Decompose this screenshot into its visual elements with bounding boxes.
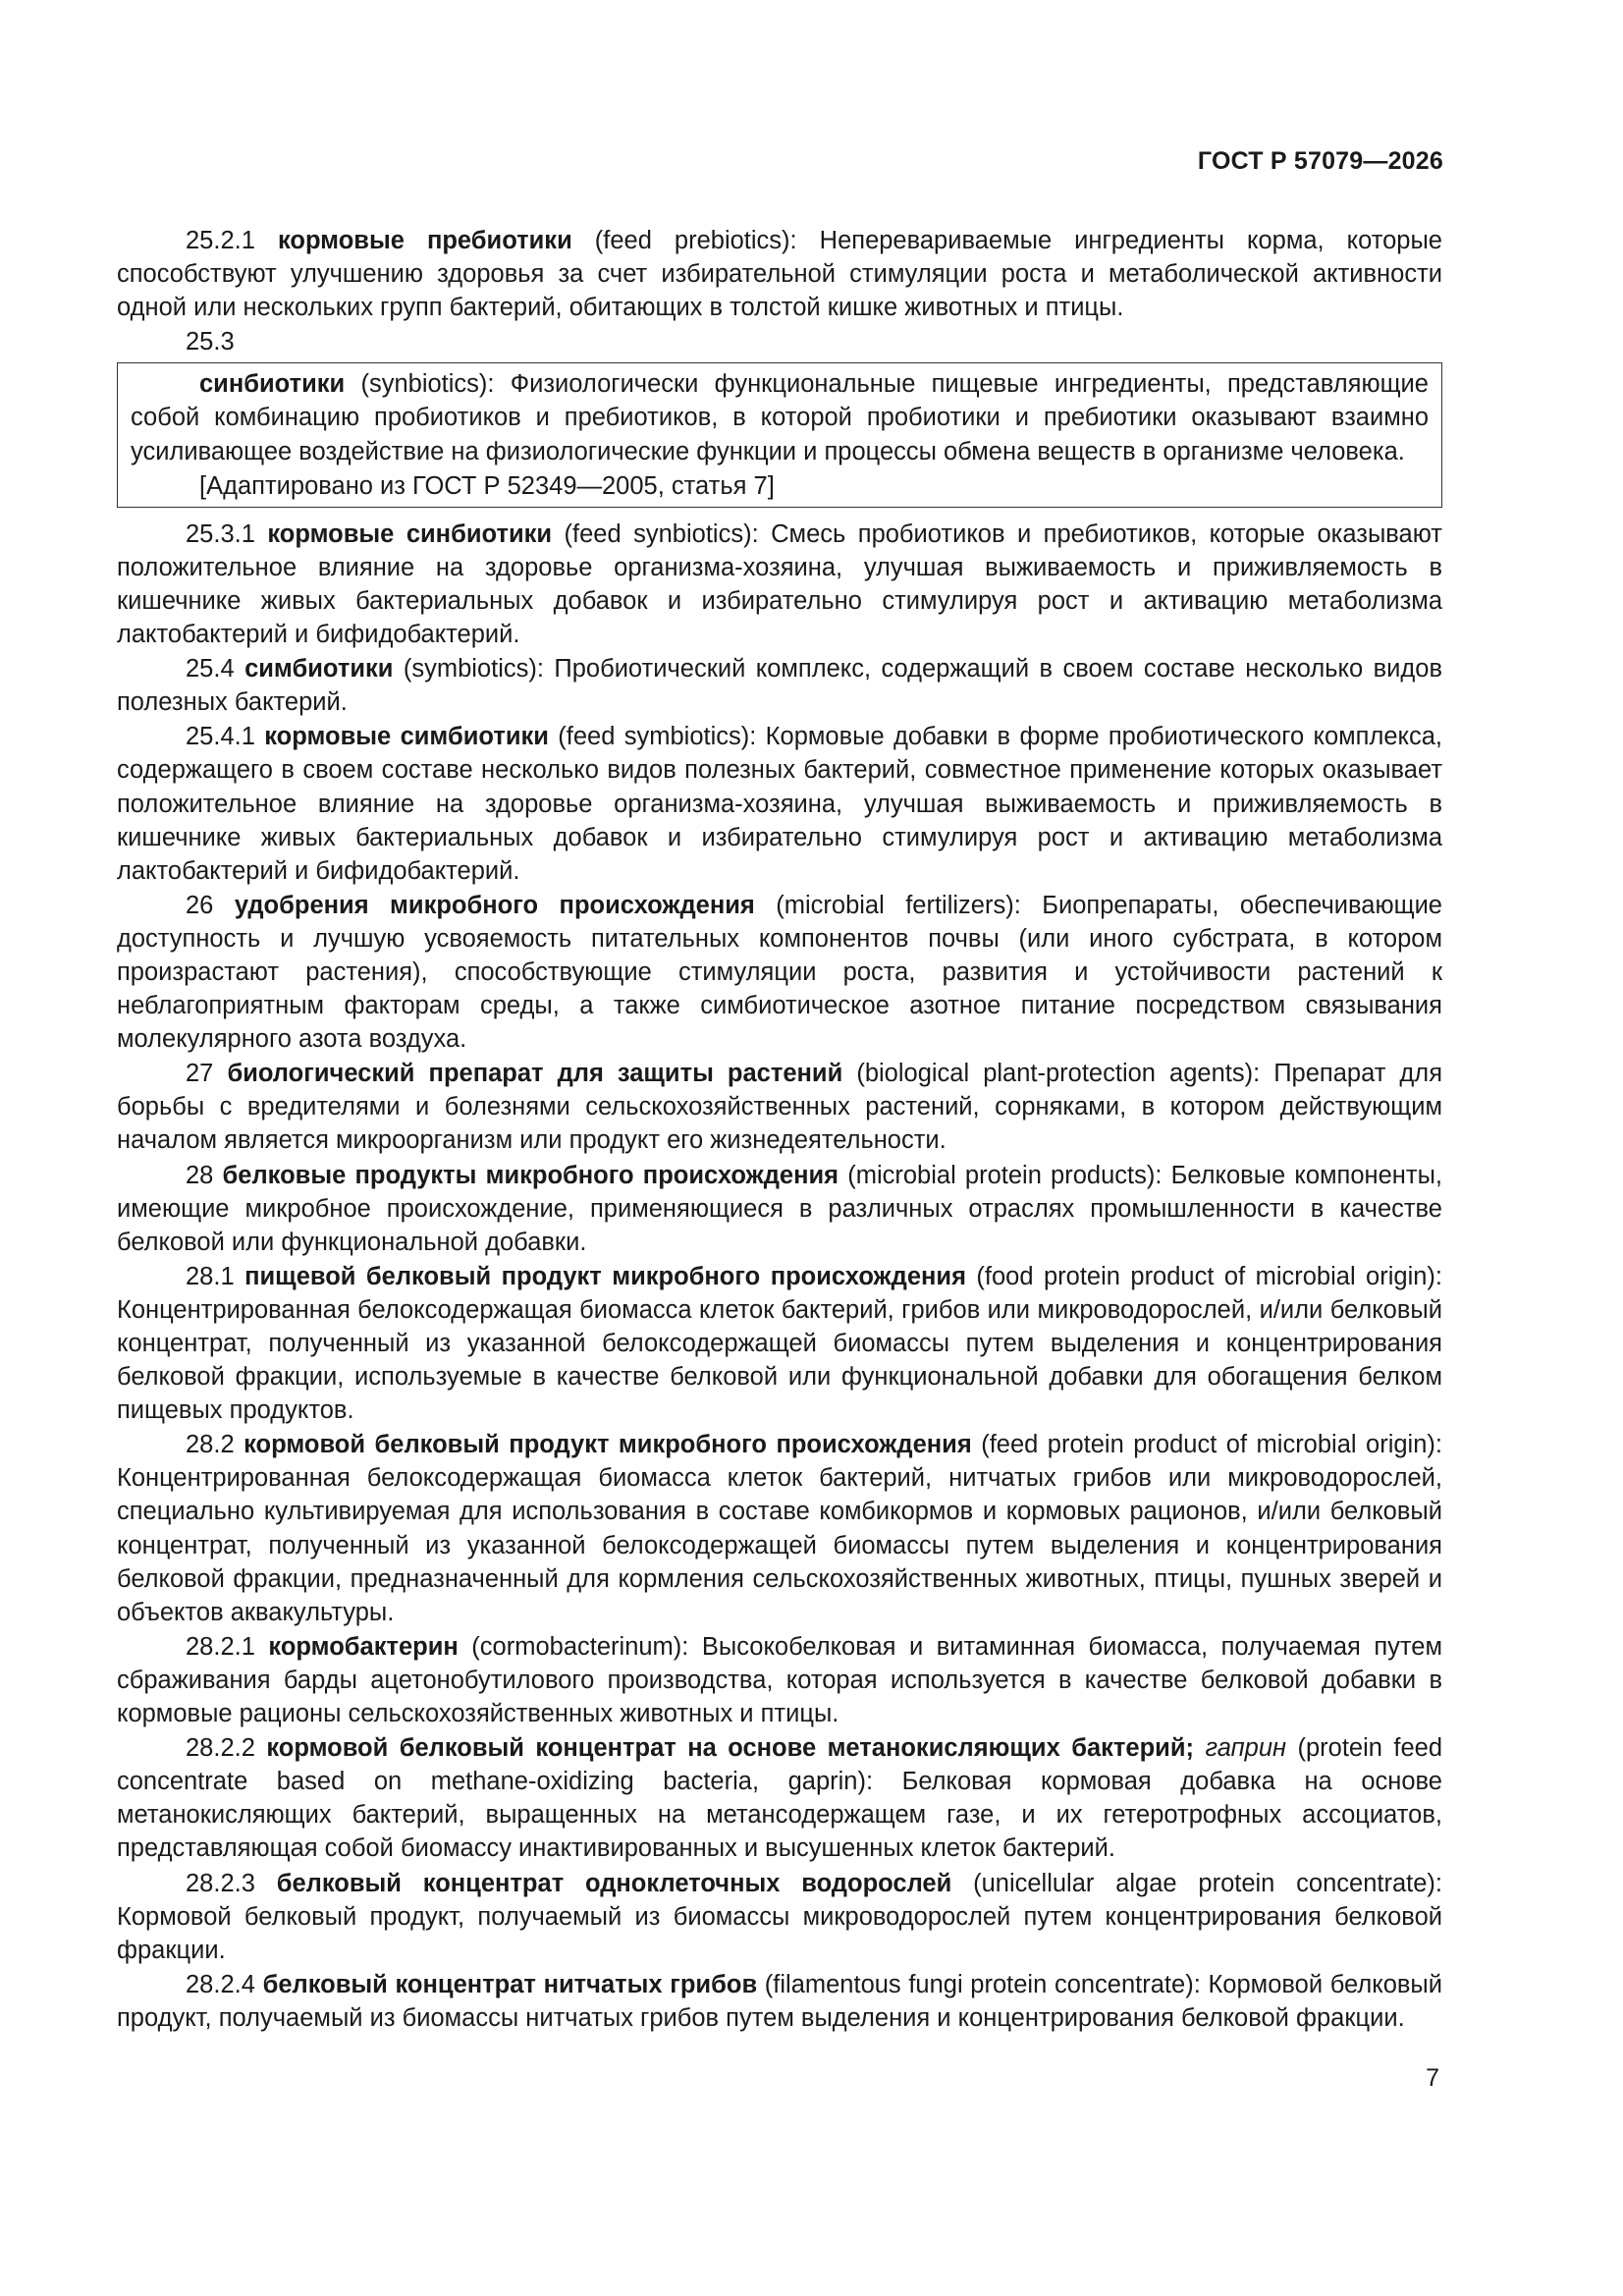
entry-definition: (feed protein product of microbial origin): Концентрированная белоксодержащая биомасса клеток бактерий, нитчатых грибов или микроводорослей, специально культивируемая для использования в составе комбикормов и кормовых рационов, и/или белковый концентрат, полученный из указанной белоксодержащей биомассы путем выделения и концентрирования белковой фракции, предназначенный для кормления сельскохозяйственных животных, птицы, пушных зверей и объектов аквакультуры. (117, 1431, 1442, 1626)
entry-number: 27 (186, 1060, 214, 1088)
term-entry (117, 1630, 1442, 1730)
entry-number: 28.1 (186, 1262, 235, 1290)
entry-term: кормовой белковый продукт микробного происхождения (243, 1431, 972, 1459)
entry-number: 25.3.1 (186, 519, 255, 548)
page-number: 7 (1426, 2064, 1439, 2092)
entry-term: белковый концентрат нитчатых грибов (262, 1970, 758, 1998)
entry-number: 26 (186, 891, 214, 919)
entry-number: 28 (186, 1161, 214, 1189)
entry-definition: (feed prebiotics): Неперевариваемые ингредиенты корма, которые способствуют улучшению здоровья за счет избирательной стимуляции роста и метаболической активности одной или нескольких групп бактерий, обитающих в толстой кишке животных и птицы. (117, 227, 1442, 322)
entry-number: 25.3 (186, 328, 235, 356)
boxed-definition (117, 362, 1442, 507)
term-entry (117, 652, 1442, 719)
term-entry (117, 518, 1442, 651)
entry-number: 28.2.4 (186, 1970, 255, 1998)
term-entry (117, 1428, 1442, 1629)
entry-term: кормовые симбиотики (264, 723, 549, 751)
term-entry (117, 1731, 1442, 1865)
entry-term: биологический препарат для защиты растений (227, 1060, 843, 1088)
entry-term: пищевой белковый продукт микробного происхождения (244, 1262, 966, 1290)
term-entry (117, 1867, 1442, 1967)
term-entry (117, 720, 1442, 887)
entry-number: 28.2.2 (186, 1734, 255, 1763)
entry-definition: (feed synbiotics): Смесь пробиотиков и пребиотиков, которые оказывают положительное влияние на здоровье организма-хозяина, улучшая выживаемость и приживляемость в кишечнике живых бактериальных добавок и избирательно стимулируя рост и активацию метаболизма лактобактерий и бифидобактерий. (117, 519, 1442, 649)
entry-definition: (synbiotics): Физиологически функциональные пищевые ингредиенты, представляющие собой комбинацию пробиотиков и пребиотиков, в которой пробиотики и пребиотики оказывают взаимно усиливающее воздействие на физиологические функции и процессы обмена веществ в организме человека. (131, 370, 1429, 465)
entry-definition: (food protein product of microbial origin): Концентрированная белоксодержащая биомасса клеток бактерий, грибов или микроводорослей, и/или белковый концентрат, полученный из указанной белоксодержащей биомассы путем выделения и концентрирования белковой фракции, используемые в качестве белковой или функциональной добавки для обогащения белком пищевых продуктов. (117, 1262, 1443, 1425)
term-entry (117, 1159, 1442, 1259)
source-reference: [Адаптировано из ГОСТ Р 52349—2005, статья 7] (199, 471, 775, 500)
entry-number: 28.2 (186, 1431, 235, 1459)
entry-term: кормовые пребиотики (277, 227, 572, 254)
term-entry (117, 1260, 1442, 1427)
entry-number: 25.4 (186, 655, 235, 683)
term-entry (117, 224, 1442, 324)
term-entry (117, 889, 1442, 1056)
entry-term: симбиотики (244, 655, 394, 683)
entry-definition: (filamentous fungi protein concentrate): Кормовой белковый продукт, получаемый из биомассы нитчатых грибов путем выделения и концентрирования белковой фракции. (117, 1970, 1443, 2032)
document-body (117, 224, 1442, 2036)
entry-number: 28.2.3 (186, 1869, 255, 1897)
entry-term: синбиотики (199, 370, 346, 399)
entry-definition: (microbial protein products): Белковые компоненты, имеющие микробное происхождение, применяющиеся в различных отраслях промышленности в качестве белковой или функциональной добавки. (117, 1161, 1442, 1256)
boxed-entry (131, 367, 1429, 467)
entry-definition: (microbial fertilizers): Биопрепараты, обеспечивающие доступность и лучшую усвояемость питательных компонентов почвы (или иного субстрата, в котором произрастают растения), способствующие стимуляции роста, развития и устойчивости растений к неблагоприятным факторам среды, а также симбиотическое азотное питание посредством связывания молекулярного азота воздуха. (117, 891, 1442, 1054)
term-entry (117, 1057, 1442, 1157)
entry-definition: (biological plant-protection agents): Препарат для борьбы с вредителями и болезнями сельскохозяйственных растений, сорняками, в котором действующим началом является микроорганизм или продукт его жизнедеятельности. (117, 1060, 1442, 1155)
entry-term: кормобактерин (268, 1632, 459, 1661)
entry-definition: (unicellular algae protein concentrate): Кормовой белковый продукт, получаемый из биомассы микроводорослей путем концентрирования белковой фракции. (117, 1869, 1442, 1964)
entry-definition: (feed symbiotics): Кормовые добавки в форме пробиотического комплекса, содержащего в своем составе несколько видов полезных бактерий, совместное применение которых оказывает положительное влияние на здоровье организма-хозяина, улучшая выживаемость и приживляемость в кишечнике живых бактериальных добавок и избирательно стимулируя рост и активацию метаболизма лактобактерий и бифидобактерий. (117, 723, 1442, 885)
entry-number: 25.4.1 (186, 723, 255, 751)
entry-term: кормовые синбиотики (267, 519, 553, 548)
entry-number: 25.2.1 (186, 227, 255, 254)
document-header: ГОСТ Р 57079—2026 (1197, 147, 1443, 175)
term-entry (117, 1968, 1442, 2035)
entry-term: белковый концентрат одноклеточных водорослей (276, 1869, 952, 1897)
entry-synonym: гаприн (1205, 1734, 1287, 1763)
entry-definition: (symbiotics): Пробиотический комплекс, содержащий в своем составе несколько видов полезных бактерий. (117, 655, 1442, 717)
entry-number: 28.2.1 (186, 1632, 255, 1661)
entry-term: кормовой белковый концентрат на основе метанокисляющих бактерий; (266, 1734, 1194, 1763)
entry-definition: (cormobacterinum): Высокобелковая и витаминная биомасса, получаемая путем сбраживания барды ацетонобутилового производства, которая используется в качестве белковой добавки в кормовые рационы сельскохозяйственных животных и птицы. (117, 1632, 1442, 1728)
entry-term: белковые продукты микробного происхождения (222, 1161, 839, 1189)
entry-definition: (protein feed concentrate based on methane-oxidizing bacteria, gaprin): Белковая кормовая добавка на основе метанокисляющих бактерий, выращенных на метансодержащем газе, и их гетеротрофных ассоциатов, представляющая собой биомассу инактивированных и высушенных клеток бактерий. (117, 1734, 1443, 1863)
term-entry (117, 325, 1442, 358)
entry-term: удобрения микробного происхождения (234, 891, 755, 919)
